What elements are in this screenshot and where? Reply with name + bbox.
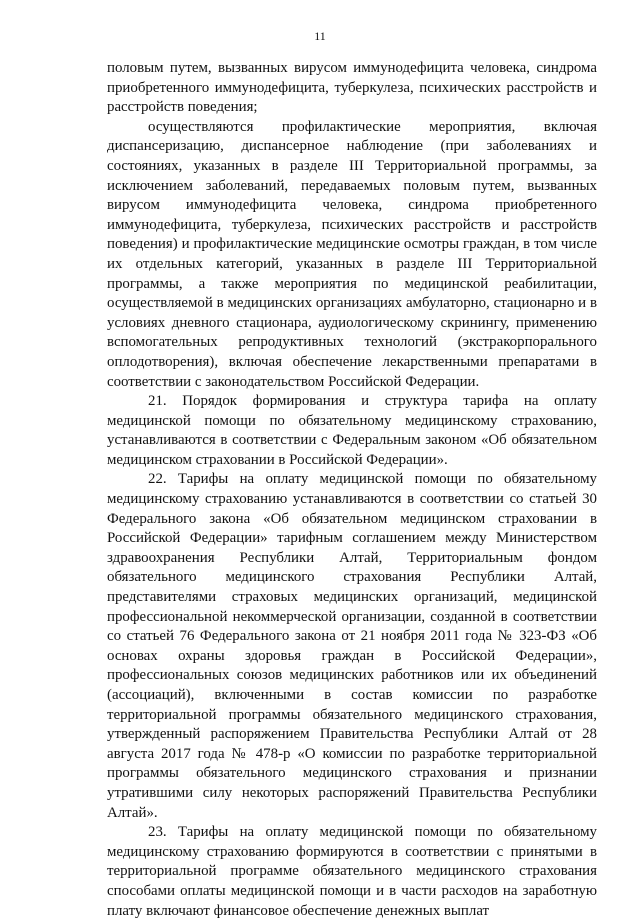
page-number: 11 <box>314 29 326 43</box>
paragraph-continuation: половым путем, вызванных вирусом иммунодефицита человека, синдрома приобретенного иммунодефицита, туберкулеза, психических расстройств и расстройств поведения; <box>107 60 597 116</box>
document-body <box>107 59 597 921</box>
paragraph-preventive-measures: осуществляются профилактические мероприятия, включая диспансеризацию, диспансерное наблюдение (при заболеваниях и состояниях, указанных в разделе III Территориальной программы, за исключением заболеваний, передаваемых половым путем, вызванных вирусом иммунодефицита человека, синдрома приобретенного иммунодефицита, туберкулеза, психических расстройств и расстройств поведения) и профилактические медицинские осмотры граждан, в том числе их отдельных категорий, указанных в разделе III Территориальной программы, а также мероприятия по медицинской реабилитации, осуществляемой в медицинских организациях амбулаторно, стационарно и в условиях дневного стационара, аудиологическому скринингу, применению вспомогательных репродуктивных технологий (экстракорпорального оплодотворения), включая обеспечение лекарственными препаратами в соответствии с законодательством Российской Федерации. <box>107 118 597 390</box>
paragraph-item-21: 21. Порядок формирования и структура тарифа на оплату медицинской помощи по обязательному медицинскому страхованию, устанавливаются в соответствии с Федеральным законом «Об обязательном медицинском страховании в Российской Федерации». <box>107 393 597 468</box>
paragraph-item-22: 22. Тарифы на оплату медицинской помощи по обязательному медицинскому страхованию устанавливаются в соответствии со статьей 30 Федерального закона «Об обязательном медицинском страховании в Российской Федерации» тарифным соглашением между Министерством здравоохранения Республики Алтай, Территориальным фондом обязательного медицинского страхования Республики Алтай, представителями страховых медицинских организаций, медицинской профессиональной некоммерческой организации, созданной в соответствии со статьей 76 Федерального закона от 21 ноября 2011 года № 323-ФЗ «Об основах охраны здоровья граждан в Российской Федерации», профессиональных союзов медицинских работников или их объединений (ассоциаций), включенными в состав комиссии по разработке территориальной программы обязательного медицинского страхования, утвержденный распоряжением Правительства Республики Алтай от 28 августа 2017 года № 478-р «О комиссии по разработке территориальной программы обязательного медицинского страхования и признании утратившими силу некоторых распоряжений Правительства Республики Алтай». <box>107 471 597 821</box>
paragraph-item-23: 23. Тарифы на оплату медицинской помощи по обязательному медицинскому страхованию формируются в соответствии с принятыми в территориальной программе обязательного медицинского страхования способами оплаты медицинской помощи и в части расходов на заработную плату включают финансовое обеспечение денежных выплат <box>107 824 597 919</box>
